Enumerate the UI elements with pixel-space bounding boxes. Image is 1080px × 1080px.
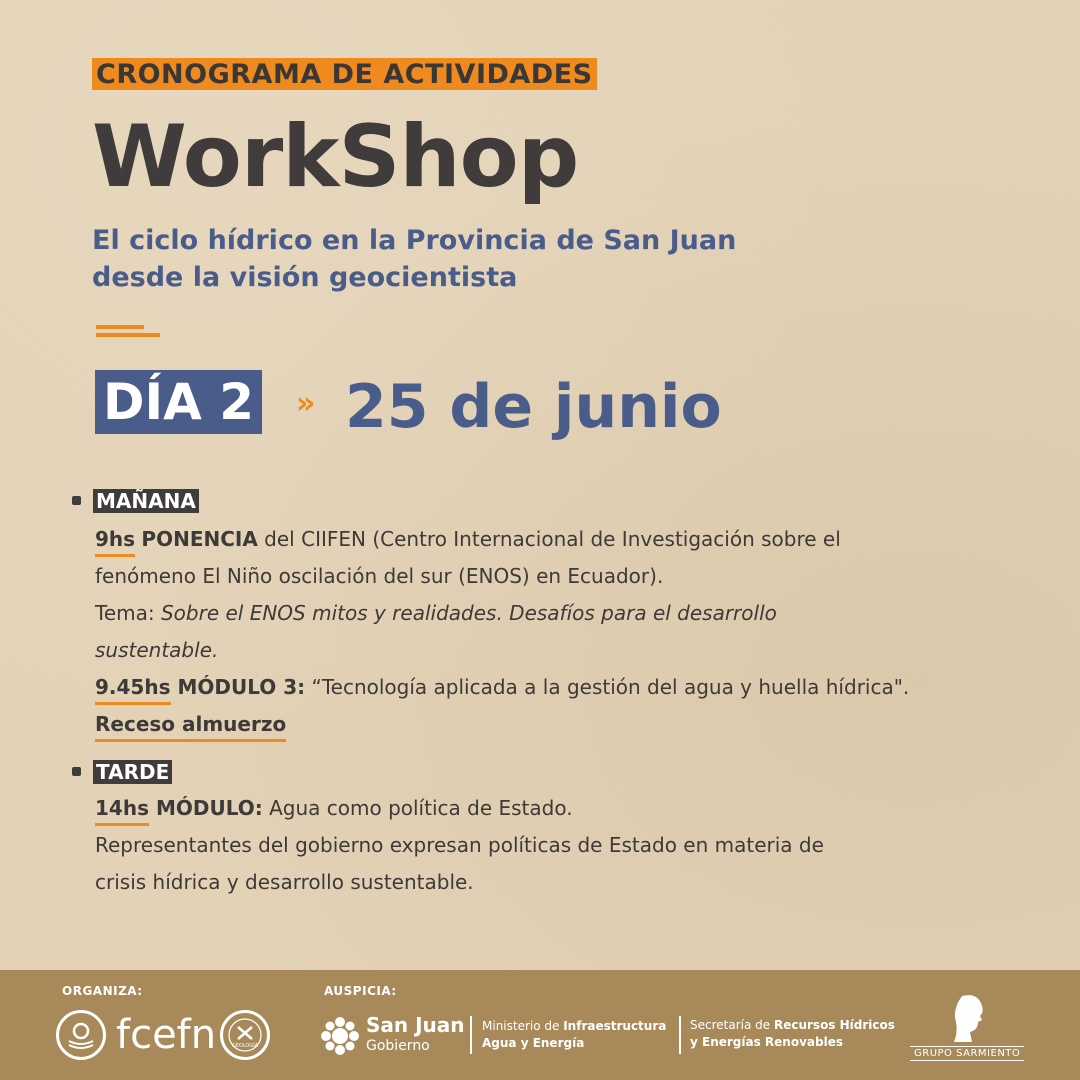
item-text: del CIIFEN (Centro Internacional de Investigación sobre el: [257, 527, 841, 551]
secretaria-prefix: Secretaría de: [690, 1018, 774, 1032]
afternoon-schedule: [95, 790, 995, 901]
afternoon-item: [95, 790, 995, 827]
time-14hs: 14hs: [95, 796, 149, 820]
bullet-icon: [72, 767, 81, 776]
fcefn-wordmark: fcefn: [116, 1012, 217, 1058]
item-type-modulo: MÓDULO:: [148, 796, 263, 820]
footer-divider: [470, 1016, 472, 1054]
subtitle-line-2: desde la visión geocientista: [92, 262, 518, 293]
subtitle-line-1: El ciclo hídrico en la Provincia de San Juan: [92, 225, 737, 256]
afternoon-desc-1: Representantes del gobierno expresan políticas de Estado en materia de: [95, 833, 824, 857]
event-date: 25 de junio: [345, 372, 722, 442]
day-label: DÍA 2: [95, 370, 262, 434]
afternoon-desc-2: crisis hídrica y desarrollo sustentable.: [95, 870, 474, 894]
decorative-rule: [96, 325, 144, 329]
secretaria-line-1: [690, 1017, 895, 1034]
afternoon-label: TARDE: [93, 760, 172, 784]
double-chevron-icon: »: [296, 386, 316, 421]
schedule-kicker: CRONOGRAMA DE ACTIVIDADES: [92, 58, 597, 90]
bullet-icon: [72, 496, 81, 505]
grupo-sarmiento-label: GRUPO SARMIENTO: [910, 1046, 1024, 1061]
san-juan-emblem-icon: [318, 1014, 362, 1058]
morning-item-2: [95, 669, 995, 706]
san-juan-name: San Juan: [366, 1013, 465, 1037]
ministry-label: [482, 1018, 666, 1052]
secretaria-label: [690, 1017, 895, 1051]
page-title: WorkShop: [92, 107, 579, 207]
sarmiento-profile-icon: [948, 992, 990, 1044]
geologia-seal-icon: [220, 1010, 270, 1060]
subtitle: [92, 222, 852, 296]
footer-divider: [679, 1016, 681, 1054]
morning-item-1-cont: fenómeno El Niño oscilación del sur (ENOS) en Ecuador).: [95, 564, 664, 588]
theme-text: Sobre el ENOS mitos y realidades. Desafíos para el desarrollo: [160, 601, 777, 625]
gobierno-label: Gobierno: [366, 1038, 430, 1054]
recess-label: Receso almuerzo: [95, 712, 287, 736]
item-type-modulo-3: MÓDULO 3:: [170, 675, 306, 699]
theme-text-cont: sustentable.: [95, 638, 219, 662]
morning-schedule: [95, 521, 995, 743]
decorative-rule: [96, 333, 160, 337]
theme-line: [95, 595, 995, 632]
secretaria-line-2: y Energías Renovables: [690, 1035, 843, 1049]
ministry-line-2: Agua y Energía: [482, 1036, 585, 1050]
morning-item-1: [95, 521, 995, 558]
fcefn-logo-icon: [56, 1010, 106, 1060]
organiza-label: ORGANIZA:: [62, 984, 143, 998]
recess-line: [95, 706, 995, 743]
morning-label: MAÑANA: [93, 489, 199, 513]
theme-prefix: Tema:: [95, 601, 161, 625]
ministry-prefix: Ministerio de: [482, 1019, 564, 1033]
item-text: “Tecnología aplicada a la gestión del agua y huella hídrica".: [305, 675, 910, 699]
ministry-bold: Infraestructura: [563, 1019, 667, 1033]
time-945hs: 9.45hs: [95, 675, 171, 699]
fcefn-emblem-icon: [59, 1013, 103, 1057]
ministry-line-1: [482, 1018, 666, 1035]
time-9hs: 9hs: [95, 527, 136, 551]
item-text: Agua como política de Estado.: [262, 796, 573, 820]
seal-text: GEOLOGÍA: [231, 1043, 259, 1049]
sponsor-footer: [0, 970, 1080, 1080]
hammer-icon: [223, 1013, 267, 1057]
auspicia-label: AUSPICIA:: [324, 984, 397, 998]
item-type-ponencia: PONENCIA: [141, 527, 258, 551]
secretaria-bold: Recursos Hídricos: [773, 1018, 895, 1032]
